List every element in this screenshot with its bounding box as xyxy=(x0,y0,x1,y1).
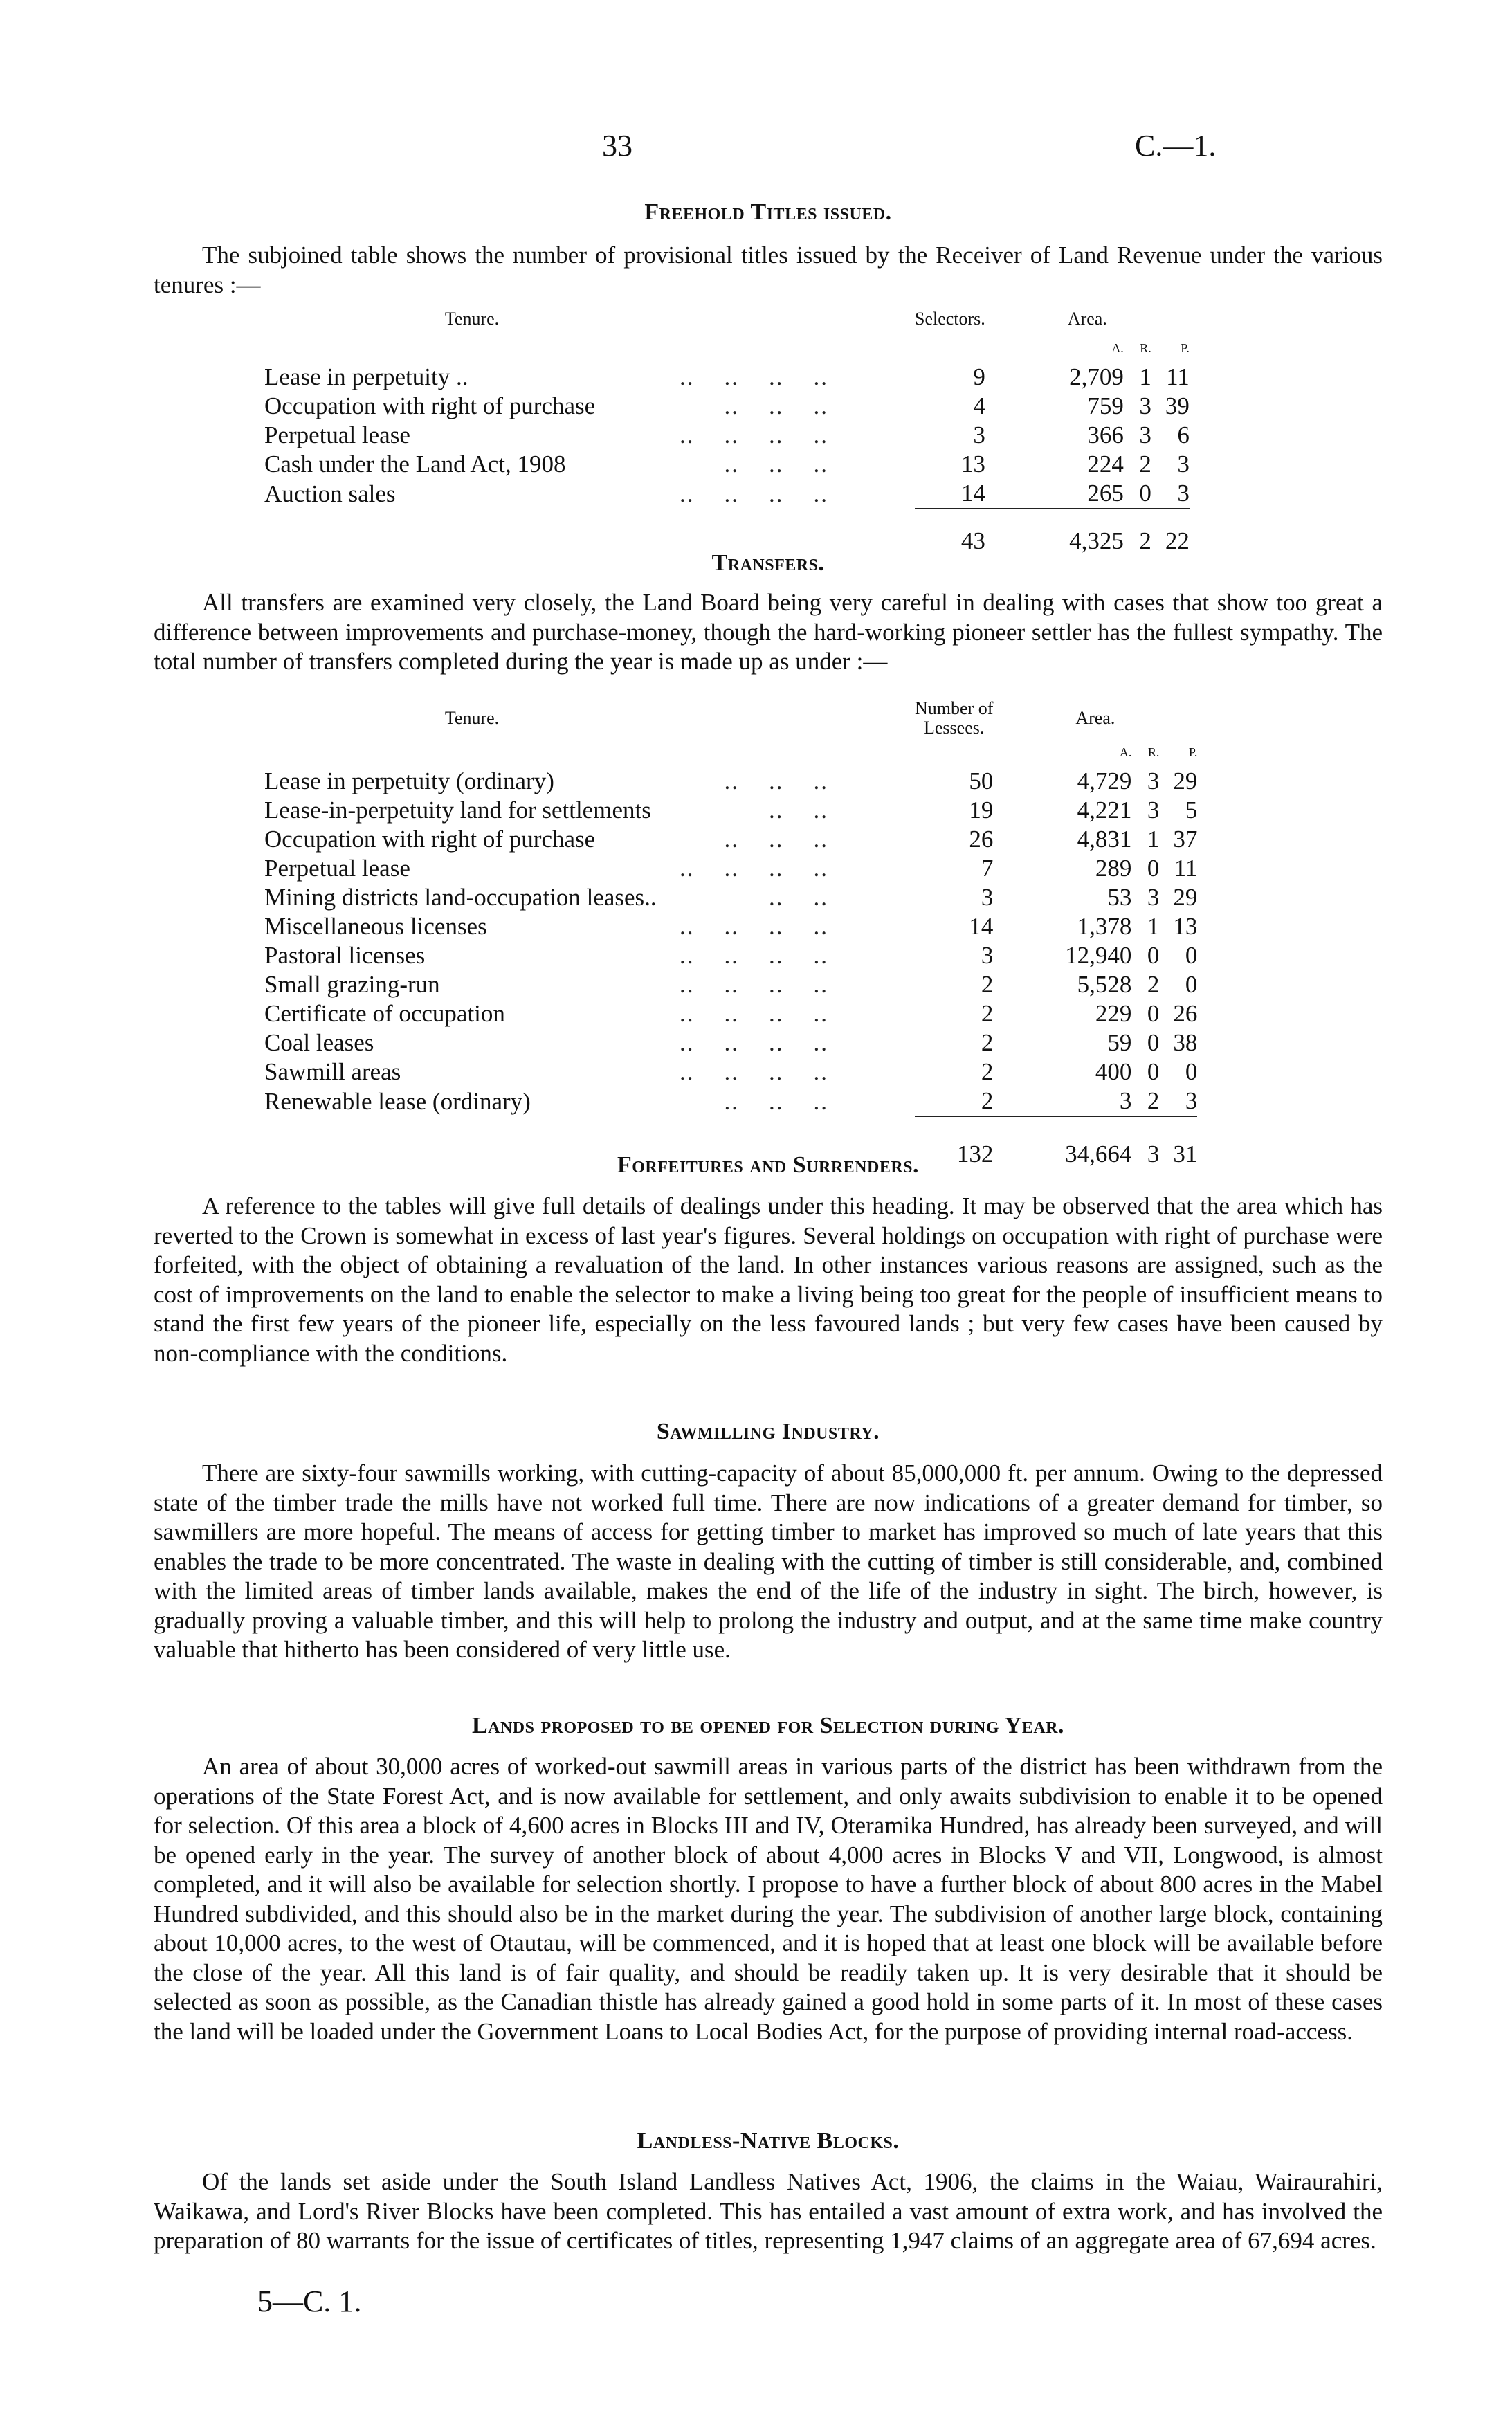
leader-dots: .. .. .. xyxy=(680,392,828,419)
total-perches: 22 xyxy=(1165,527,1190,554)
section-sawmilling xyxy=(154,1419,1383,1445)
perches-cell: 11 xyxy=(1166,363,1190,390)
acres-cell: 229 xyxy=(1095,1000,1132,1027)
freehold-table xyxy=(264,304,1190,556)
column-header-selectors: Selectors. xyxy=(915,309,985,329)
count-cell: 2 xyxy=(981,1087,994,1114)
roods-cell: 2 xyxy=(1147,1087,1160,1114)
leader-dots: .. .. .. xyxy=(680,451,828,478)
column-header-tenure: Tenure. xyxy=(444,708,500,728)
count-cell: 7 xyxy=(981,855,994,882)
roods-cell: 1 xyxy=(1147,913,1160,940)
perches-cell: 37 xyxy=(1173,826,1198,853)
count-cell: 2 xyxy=(981,1058,994,1085)
tenure-cell: Lease in perpetuity .. xyxy=(264,363,468,390)
perches-cell: 11 xyxy=(1174,855,1198,882)
column-header-perches: P. xyxy=(1181,341,1190,355)
table-row xyxy=(264,854,1197,883)
freehold-heading: Freehold Titles issued. xyxy=(644,199,892,225)
section-forfeitures xyxy=(154,1152,1383,1179)
total-acres: 4,325 xyxy=(1069,527,1124,554)
acres-cell: 2,709 xyxy=(1069,363,1124,390)
leader-dots: .. .. .. .. xyxy=(680,855,828,882)
perches-cell: 13 xyxy=(1173,913,1198,940)
column-header-roods: R. xyxy=(1147,745,1160,759)
column-header-roods: R. xyxy=(1140,341,1151,355)
acres-cell: 3 xyxy=(1119,1087,1132,1114)
count-cell: 2 xyxy=(981,971,994,998)
acres-cell: 4,729 xyxy=(1077,767,1132,794)
table-row xyxy=(264,796,1197,825)
roods-cell: 3 xyxy=(1147,884,1160,911)
roods-cell: 0 xyxy=(1139,480,1151,507)
roods-cell: 1 xyxy=(1147,826,1160,853)
sawmilling-body: There are sixty-four sawmills working, with cutting-capacity of about 85,000,000 ft. per annum. Owing to the depressed state of the timber trade the mills have not worked full time. There are now indications of a greater demand for timber, so sawmillers are more hopeful. The means of access for getting timber to market has improved so much of late years that this enables the trade to be more concentrated. The waste in dealing with the cutting of timber is still considerable, and, combined with the limited areas of timber lands available, makes the end of the life of the industry in sight. The birch, however, is gradually proving a valuable timber, and this will help to prolong the industry and output, and at the same time make country valuable that hitherto has been considered of very little use. xyxy=(154,1460,1383,1663)
column-header-tenure: Tenure. xyxy=(444,309,500,329)
tenure-cell: Cash under the Land Act, 1908 xyxy=(264,451,566,478)
freehold-intro: The subjoined table shows the number of provisional titles issued by the Receiver of Land Revenue under the various tenures :— xyxy=(154,242,1383,298)
perches-cell: 26 xyxy=(1173,1000,1198,1027)
column-header-area: Area. xyxy=(1075,708,1115,728)
leader-dots: .. .. .. .. xyxy=(680,1000,828,1027)
count-cell: 13 xyxy=(960,451,985,478)
tenure-cell: Miscellaneous licenses xyxy=(264,913,487,940)
leader-dots: .. .. .. .. xyxy=(680,971,828,998)
perches-cell: 3 xyxy=(1185,1087,1198,1114)
acres-cell: 289 xyxy=(1095,855,1132,882)
freehold-intro-wrap xyxy=(154,241,1383,300)
count-cell: 9 xyxy=(973,363,985,390)
tenure-cell: Small grazing-run xyxy=(264,971,440,998)
lands-proposed-heading: Lands proposed to be opened for Selection during Year. xyxy=(471,1713,1065,1738)
document-reference: C.—1. xyxy=(1135,129,1217,163)
total-acres: 34,664 xyxy=(1065,1140,1132,1167)
acres-cell: 1,378 xyxy=(1077,913,1132,940)
count-cell: 2 xyxy=(981,1000,994,1027)
count-cell: 26 xyxy=(969,826,994,853)
table-row xyxy=(264,999,1197,1028)
roods-cell: 0 xyxy=(1147,1000,1160,1027)
column-header-lessees-line1: Number of xyxy=(915,698,994,718)
column-header-perches: P. xyxy=(1188,745,1198,759)
leader-dots: .. .. .. .. xyxy=(680,1058,828,1085)
total-divider xyxy=(993,1116,1197,1140)
leader-dots: .. .. xyxy=(680,797,828,824)
perches-cell: 6 xyxy=(1177,421,1190,448)
count-cell: 3 xyxy=(981,884,994,911)
table-subheader-row xyxy=(264,738,1197,767)
lands-proposed-body-wrap xyxy=(154,1752,1383,2046)
transfers-table xyxy=(264,699,1197,1169)
tenure-cell: Sawmill areas xyxy=(264,1058,401,1085)
leader-dots: .. .. .. .. xyxy=(680,942,828,969)
count-cell: 2 xyxy=(981,1029,994,1056)
acres-cell: 4,221 xyxy=(1077,797,1132,824)
acres-cell: 265 xyxy=(1087,480,1124,507)
table-header-row xyxy=(264,699,1197,738)
table-row xyxy=(264,912,1197,941)
acres-cell: 224 xyxy=(1087,451,1124,478)
total-roods: 2 xyxy=(1139,527,1151,554)
roods-cell: 1 xyxy=(1139,363,1151,390)
table-row xyxy=(264,1057,1197,1087)
section-lands-proposed xyxy=(154,1713,1383,1739)
total-count: 132 xyxy=(956,1140,994,1167)
roods-cell: 0 xyxy=(1147,1029,1160,1056)
perches-cell: 5 xyxy=(1185,797,1198,824)
table-row xyxy=(264,1028,1197,1057)
acres-cell: 366 xyxy=(1087,421,1124,448)
perches-cell: 0 xyxy=(1185,1058,1198,1085)
section-freehold xyxy=(154,199,1383,226)
tenure-cell: Mining districts land-occupation leases.. xyxy=(264,884,657,911)
acres-cell: 400 xyxy=(1095,1058,1132,1085)
table-row xyxy=(264,1087,1197,1116)
tenure-cell: Occupation with right of purchase xyxy=(264,392,596,419)
total-divider xyxy=(915,1116,993,1140)
forfeitures-heading: Forfeitures and Surrenders. xyxy=(617,1152,920,1178)
count-cell: 3 xyxy=(973,421,985,448)
total-rule xyxy=(264,1116,1197,1140)
roods-cell: 2 xyxy=(1147,971,1160,998)
leader-dots: .. .. .. xyxy=(680,1087,828,1115)
acres-cell: 59 xyxy=(1107,1029,1132,1056)
table-subheader-row xyxy=(264,334,1190,363)
perches-cell: 29 xyxy=(1173,767,1198,794)
tenure-cell: Renewable lease (ordinary) xyxy=(264,1087,531,1115)
landless-native-body-wrap xyxy=(154,2167,1383,2256)
total-divider xyxy=(985,509,1190,527)
table-row xyxy=(264,363,1190,392)
roods-cell: 3 xyxy=(1139,392,1151,419)
perches-cell: 29 xyxy=(1173,884,1198,911)
count-cell: 3 xyxy=(981,942,994,969)
leader-dots: .. .. .. .. xyxy=(680,363,828,390)
table-row xyxy=(264,479,1190,509)
total-perches: 31 xyxy=(1173,1140,1198,1167)
column-header-area: Area. xyxy=(1067,309,1107,329)
transfers-heading: Transfers. xyxy=(711,550,825,576)
page-number: 33 xyxy=(602,129,632,163)
table-row xyxy=(264,421,1190,450)
section-landless-native xyxy=(154,2128,1383,2154)
tenure-cell: Auction sales xyxy=(264,480,396,507)
table-row xyxy=(264,767,1197,796)
sawmilling-body-wrap xyxy=(154,1459,1383,1665)
total-count: 43 xyxy=(960,527,985,554)
leader-dots: .. .. xyxy=(680,884,828,911)
leader-dots: .. .. .. xyxy=(680,767,828,794)
acres-cell: 759 xyxy=(1087,392,1124,419)
perches-cell: 38 xyxy=(1173,1029,1198,1056)
tenure-cell: Occupation with right of purchase xyxy=(264,826,596,853)
count-cell: 50 xyxy=(969,767,994,794)
roods-cell: 0 xyxy=(1147,1058,1160,1085)
roods-cell: 3 xyxy=(1139,421,1151,448)
roods-cell: 3 xyxy=(1147,767,1160,794)
column-header-acres: A. xyxy=(1111,341,1124,355)
column-header-lessees xyxy=(915,699,993,738)
roods-cell: 0 xyxy=(1147,855,1160,882)
transfers-intro: All transfers are examined very closely, the Land Board being very careful in dealing with cases that show too great a difference between improvements and purchase-money, though the hard-working pioneer settler has the fullest sympathy. The total number of transfers completed during the year is made up as under :— xyxy=(154,589,1383,675)
forfeitures-body: A reference to the tables will give full details of dealings under this heading. It may be observed that the area which has reverted to the Crown is somewhat in excess of last year's figures. Several holdings on occupation with right of purchase were forfeited, with the object of obtaining a revaluation of the land. In other instances various reasons are assigned, such as the cost of improvements on the land to enable the selector to make a living being too great for the people of insufficient means to stand the first few years of the pioneer life, especially on the less favoured lands ; but very few cases have been caused by non-compliance with the conditions. xyxy=(154,1192,1383,1367)
tenure-cell: Lease in perpetuity (ordinary) xyxy=(264,767,554,794)
sawmilling-heading: Sawmilling Industry. xyxy=(656,1419,880,1444)
section-transfers xyxy=(154,550,1383,576)
acres-cell: 5,528 xyxy=(1077,971,1132,998)
tenure-cell: Pastoral licenses xyxy=(264,942,426,969)
landless-native-heading: Landless-Native Blocks. xyxy=(637,2128,900,2154)
tenure-cell: Coal leases xyxy=(264,1029,374,1056)
perches-cell: 3 xyxy=(1177,480,1190,507)
table-row xyxy=(264,450,1190,479)
lands-proposed-body: An area of about 30,000 acres of worked-out sawmill areas in various parts of the district has been withdrawn from the operations of the State Forest Act, and is now available for settlement, and only awaits subdivision to enable it to be opened for selection. Of this area a block of 4,600 acres in Blocks III and IV, Oteramika Hundred, has already been surveyed, and will be opened early in the year. The survey of another block of about 4,000 acres in Blocks V and VII, Longwood, is almost completed, and it will also be available for selection shortly. I propose to have a further block of about 800 acres in the Mabel Hundred subdivided, and this should also be in the market during the year. The subdivision of another large block, containing about 10,000 acres, to the west of Otautau, will be commenced, and it is hoped that at least one block will be available before the close of the year. All this land is of fair quality, and should be readily taken up. It is very desirable that it should be selected as soon as possible, as the Canadian thistle has already gained a good hold in some parts of it. In most of these cases the land will be loaded under the Government Loans to Local Bodies Act, for the purpose of providing internal road-access. xyxy=(154,1753,1383,2045)
forfeitures-body-wrap xyxy=(154,1192,1383,1368)
leader-dots: .. .. .. .. xyxy=(680,421,828,448)
perches-cell: 39 xyxy=(1165,392,1190,419)
table-row xyxy=(264,970,1197,999)
tenure-cell: Lease-in-perpetuity land for settlements xyxy=(264,797,651,824)
landless-native-body: Of the lands set aside under the South Island Landless Natives Act, 1906, the claims in the Waiau, Wairaurahiri, Waikawa, and Lord's River Blocks have been completed. This has entailed a vast amount of extra work, and has involved the preparation of 80 warrants for the issue of certificates of titles, representing 1,947 claims of an aggregate area of 67,694 acres. xyxy=(154,2168,1383,2254)
count-cell: 14 xyxy=(960,480,985,507)
table-row xyxy=(264,392,1190,421)
total-rule xyxy=(264,509,1190,527)
footer-signature: 5—C. 1. xyxy=(257,2284,362,2318)
acres-cell: 4,831 xyxy=(1077,826,1132,853)
table-row xyxy=(264,825,1197,854)
table-header-row xyxy=(264,304,1190,334)
total-divider xyxy=(915,509,985,527)
leader-dots: .. .. .. .. xyxy=(680,1029,828,1056)
perches-cell: 0 xyxy=(1185,942,1198,969)
perches-cell: 0 xyxy=(1185,971,1198,998)
transfers-intro-wrap xyxy=(154,588,1383,677)
count-cell: 4 xyxy=(973,392,985,419)
roods-cell: 3 xyxy=(1147,797,1160,824)
total-roods: 3 xyxy=(1147,1140,1160,1167)
perches-cell: 3 xyxy=(1177,451,1190,478)
column-header-acres: A. xyxy=(1119,745,1132,759)
acres-cell: 12,940 xyxy=(1065,942,1132,969)
column-header-lessees-line2: Lessees. xyxy=(924,718,985,738)
leader-dots: .. .. .. xyxy=(680,826,828,853)
tenure-cell: Perpetual lease xyxy=(264,421,410,448)
count-cell: 19 xyxy=(969,797,994,824)
table-row xyxy=(264,883,1197,912)
acres-cell: 53 xyxy=(1107,884,1132,911)
roods-cell: 2 xyxy=(1139,451,1151,478)
leader-dots: .. .. .. .. xyxy=(680,913,828,940)
tenure-cell: Perpetual lease xyxy=(264,855,410,882)
table-row xyxy=(264,941,1197,970)
count-cell: 14 xyxy=(969,913,994,940)
roods-cell: 0 xyxy=(1147,942,1160,969)
tenure-cell: Certificate of occupation xyxy=(264,1000,505,1027)
leader-dots: .. .. .. .. xyxy=(680,480,828,507)
